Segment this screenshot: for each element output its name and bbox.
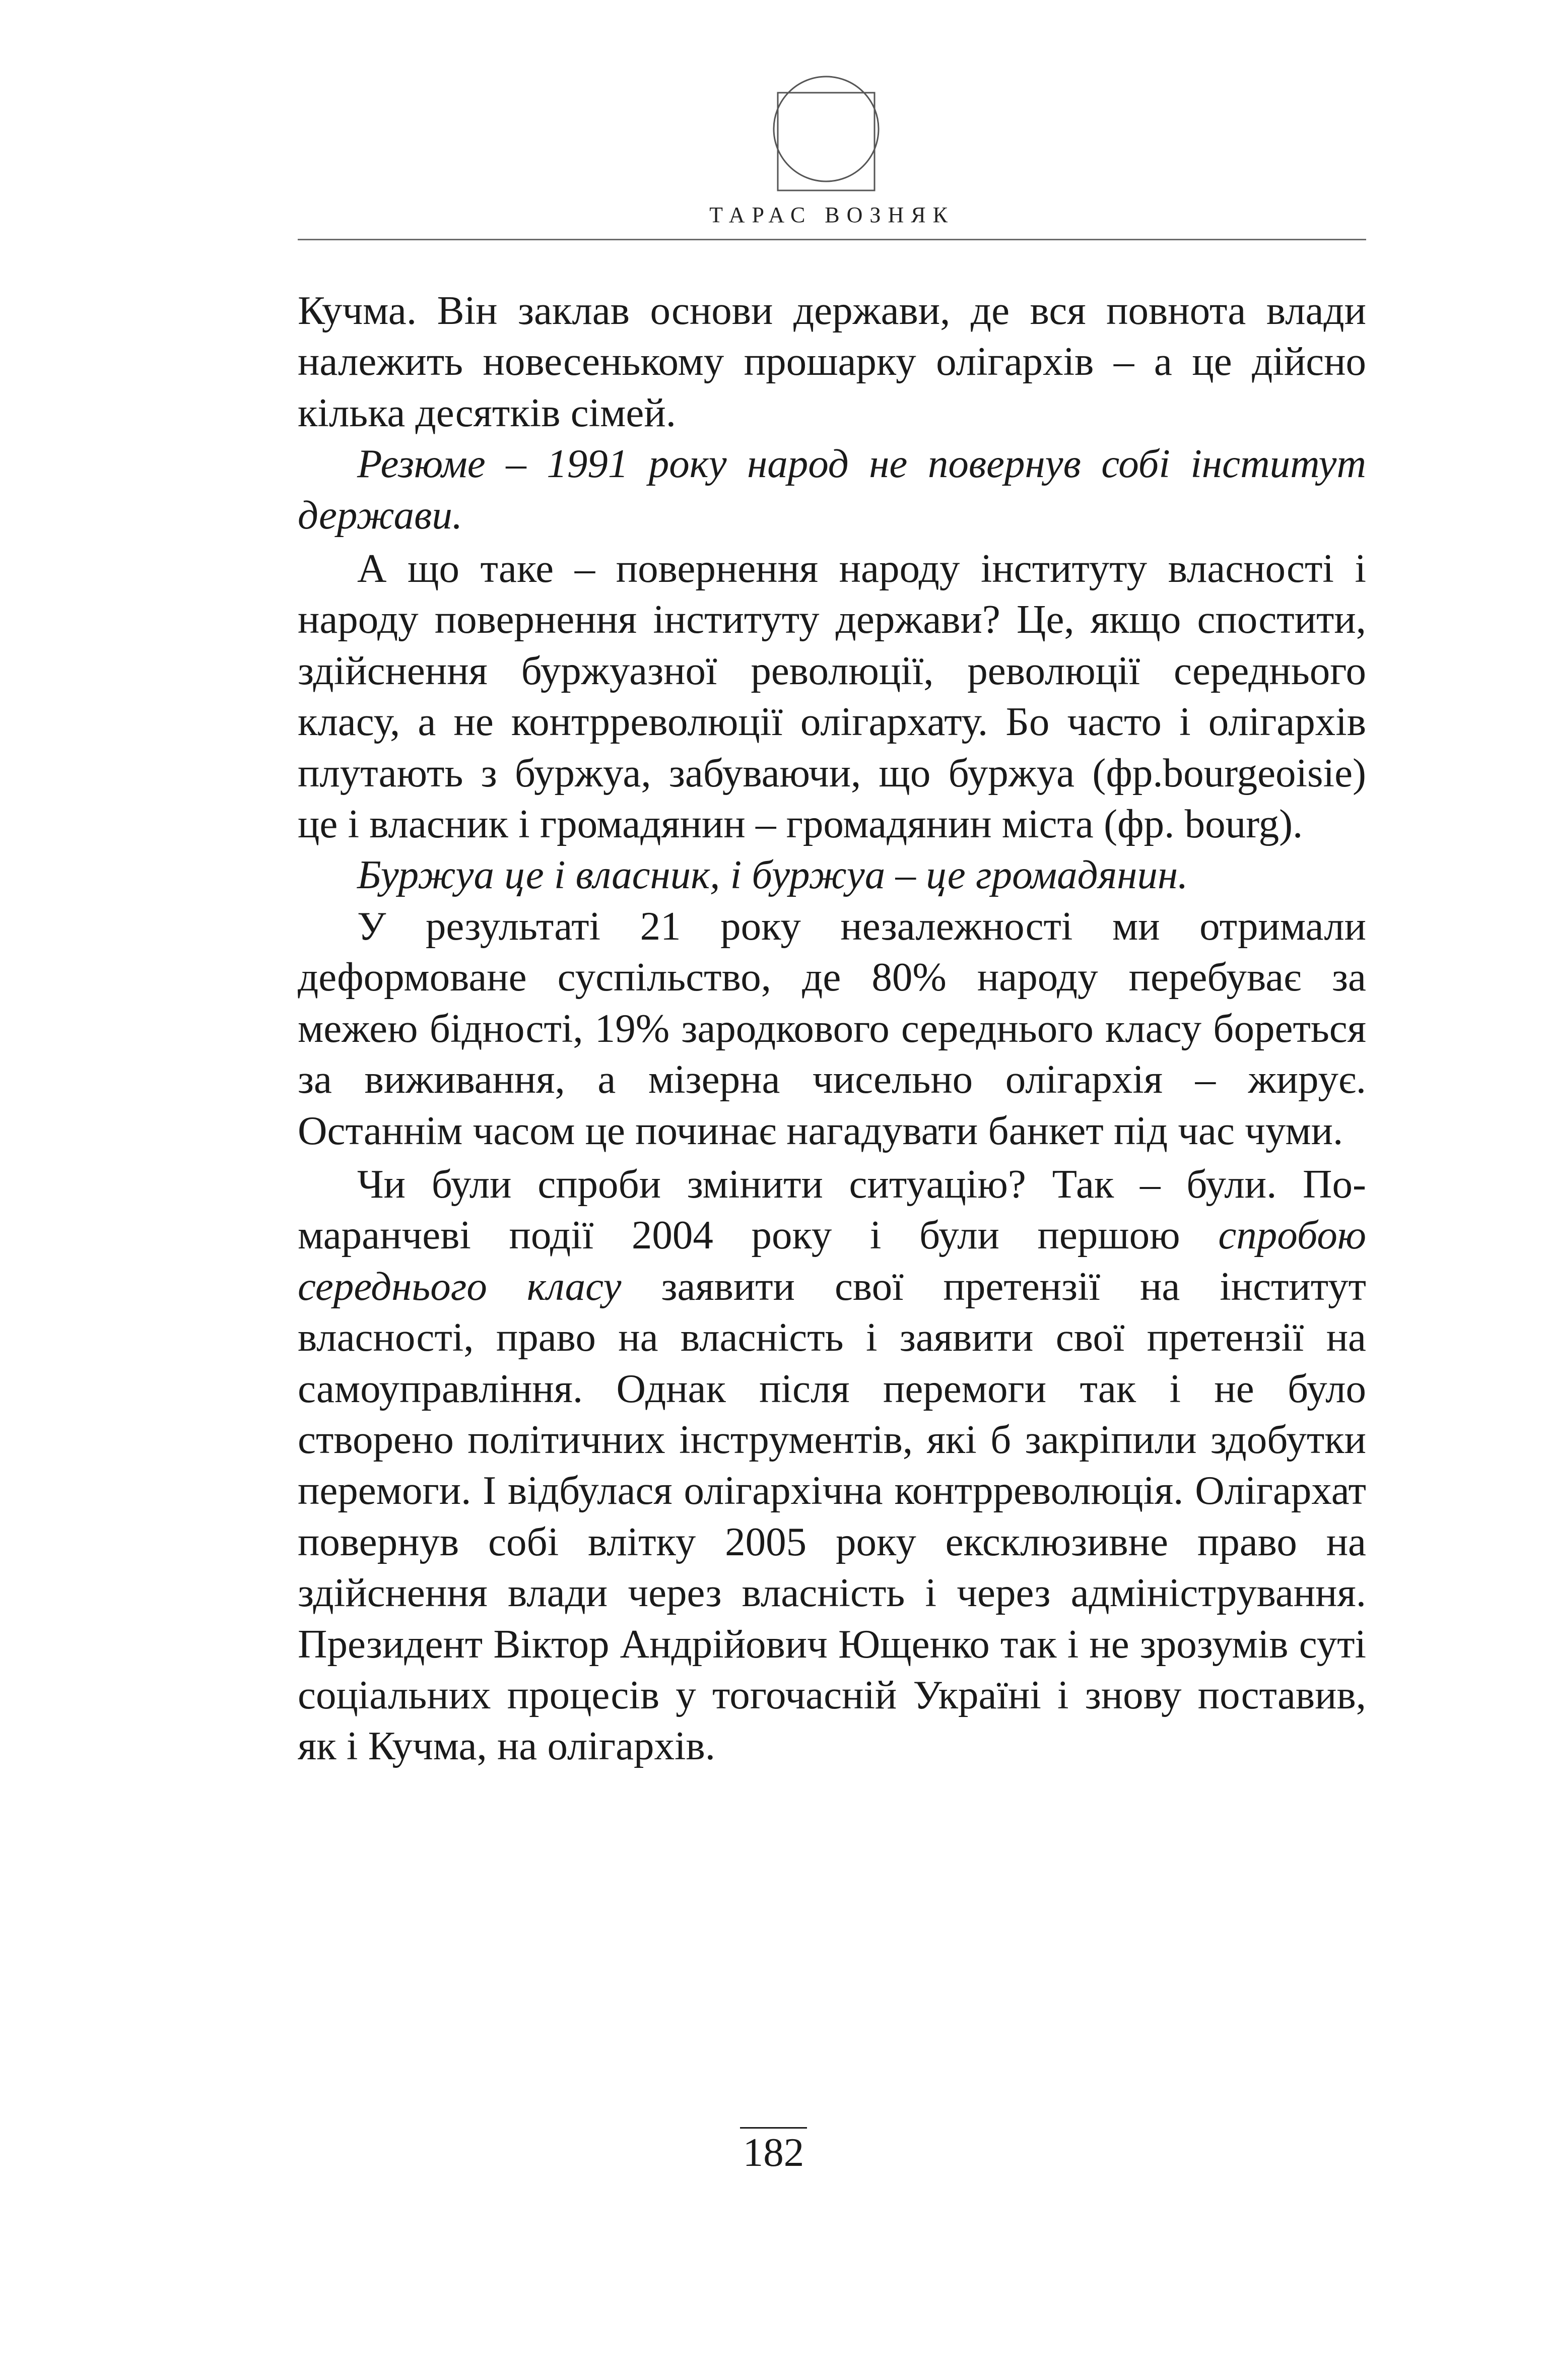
paragraph-text: заявити свої претензії на інститут власності, право на власність і заявити свої претензії на самоуправління. Однак після перемоги так і не було створено політичних інструментів, які б закріпили здобутки перемоги. І відбулася олігархічна контрреволюція. Олігархат повернув собі влітку 2005 року ексклюзивне право на здійснення влади через власність і через адміністрування. Президент Віктор Андрійович Ющенко так і не зрозумів суті соціальних процесів у тогочасній Україні і знову поставив, як і Кучма, на олігархів.	[298, 1263, 1366, 1769]
paragraph: Кучма. Він заклав основи держави, де вся повнота влади належить новесенькому прошарку олігархів – а це дійсно кілька десятків сімей.	[298, 288, 1366, 435]
paragraph: А що таке – повернення народу інституту власності і народу повернення інституту держави? Це, якщо спостити, здійснення буржуазної революції, революції середнього класу, а не контрреволюції олігархату. Бо часто і олігархів плутають з буржуа, забуваючи, що буржуа (фр.bourgeoisie) це і власник і громадянин – громадянин міста (фр. bourg).	[298, 546, 1366, 847]
page-number: 182	[740, 2127, 808, 2175]
paragraph-italic: Буржуа це і власник, і буржуа – це громадянин.	[357, 852, 1188, 898]
paragraph	[298, 1159, 1366, 1772]
header-divider	[298, 239, 1366, 240]
header-emblem-icon	[770, 75, 882, 193]
paragraph: У результаті 21 року незалежності ми отримали деформоване суспільство, де 80% народу перебуває за межею бідності, 19% зародкового середнього класу бореться за виживання, а мізерна чисельно олігархія – жирує. Останнім часом це починає нагадувати банкет під час чуми.	[298, 903, 1366, 1153]
paragraph-italic: Резюме – 1991 року народ не повернув собі інститут держави.	[298, 441, 1366, 538]
running-header-author: ТАРАС ВОЗНЯК	[709, 203, 955, 227]
paragraph-emphasis: спробою середнього класу	[298, 1212, 1366, 1309]
footer	[0, 2127, 1547, 2175]
body-text	[298, 285, 1366, 1772]
paragraph-text: Чи були спроби змінити ситуацію? Так – були. Помаранчеві події 2004 року і були першою	[298, 1161, 1366, 1258]
